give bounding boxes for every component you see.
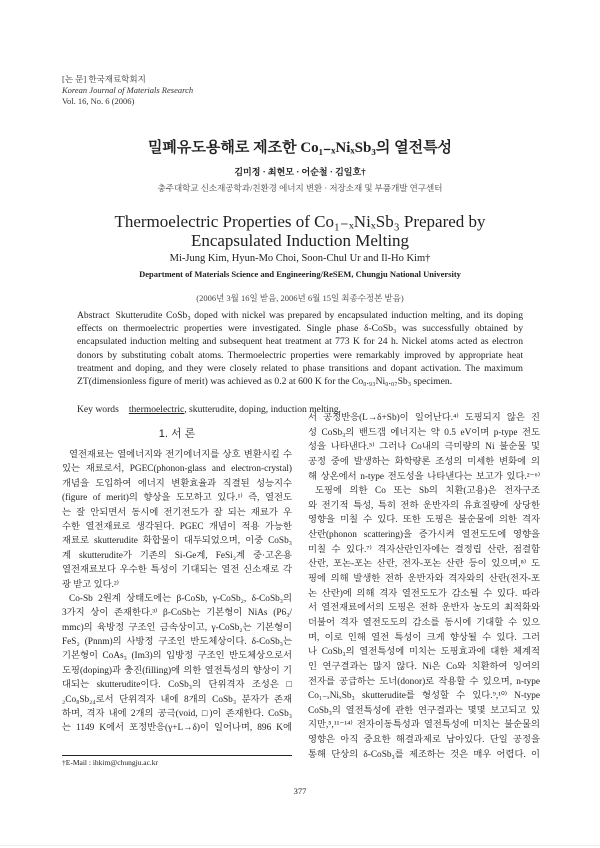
text-line: 며, 이로 인해 열전 특성이 크게 향상될 수 있다. 그러: [308, 632, 540, 643]
text-line: 열전재료보다 우수한 특성이 기대되는 열전 신소재로 각: [62, 565, 292, 576]
text-line: 는 1149 K에서 포정반응(γ+L→δ)이 일어나며, 896 K에: [62, 723, 292, 734]
text-line: 3가지 상이 존재한다.³⁾ β-CoSb는 기본형이 NiAs (P6₃/: [62, 608, 292, 619]
abstract: [77, 309, 523, 388]
text-line: 서 열전재료에서의 도핑은 전하 운반자 농도의 최적화와: [308, 603, 540, 614]
abstract-label: Abstract: [77, 310, 110, 321]
text-line: 산란(phonon scattering)을 증가시켜 열전도도에 영향을: [308, 530, 540, 541]
text-line: 영향을 미칠 수 있다. 또한 도핑은 불순물에 의한 격자: [308, 515, 540, 526]
journal-name: Korean Journal of Materials Research: [62, 85, 194, 95]
text-line: CoSb₃의 열전특성에 관한 연구결과는 몇몇 보고되고 있: [308, 705, 540, 716]
text-line: 산란, 포논-포논 산란, 전자-포논 산란 등이 있으며,⁸⁾ 도: [308, 559, 540, 570]
text-line: 공정 중에 발생하는 화학량론 조성의 미세한 변화에 의: [308, 456, 540, 467]
text-line: 열전재료는 열에너지와 전기에너지를 상호 변환시킬 수: [69, 450, 292, 460]
keyword-link[interactable]: thermoelectric: [128, 404, 185, 415]
text-line: FeS₂ (Pnnm)의 사방정 구조인 반도체상이다. δ-CoSb₃는: [62, 637, 292, 648]
text-line: 재료로 skutterudite 화합물이 대두되었으며, 이중 CoSb₃: [62, 536, 292, 547]
keywords-rest: , skutterudite, doping, induction melting.: [184, 404, 341, 415]
text-line: 서 공정반응(L→δ+Sb)이 일어난다.⁴⁾ 도핑되지 않은 진: [308, 413, 540, 423]
text-line: 전자를 공급하는 도너(donor)로 작용할 수 있으며, n-type: [308, 676, 540, 687]
text-line: (figure of merit)의 향상을 도모하고 있다.¹⁾ 즉, 열전도: [62, 493, 292, 504]
text-line: 통해 단상의 δ-CoSb₃를 제조하는 것은 매우 어렵다. 이: [308, 749, 540, 760]
authors-english-visible: Mi-Jung Kim, Hyun-Mo Choi, Soon-Chul Ur and Il-Ho Kim†: [169, 253, 431, 264]
affiliation-korean: 충주대학교 신소재공학과/친환경 에너지 변환 · 저장소재 및 부품개발 연구센터: [157, 183, 443, 193]
text-line: 성을 나타낸다.⁵⁾ 그러나 Co내의 극미량의 Ni 불순물 및: [308, 442, 540, 453]
title-english-line2: Encapsulated Induction Melting: [190, 231, 410, 250]
text-line: 기본형이 CoAs₃ (Im3)의 입방정 구조인 반도체상으로서: [62, 651, 292, 662]
text-line: 지만,⁵,¹¹⁻¹⁴⁾ 전자이동특성과 열전특성에 미치는 불순물의: [308, 720, 540, 731]
left-column: [62, 448, 292, 736]
footnote-divider: [62, 755, 292, 756]
text-line: 미칠 수 있다.⁷⁾ 격자산란인자에는 결정립 산란, 점결함: [308, 544, 540, 555]
text-line: 나 CoSb₃의 열전특성에 미치는 도핑효과에 대한 체계적: [308, 647, 540, 658]
journal-label: [논 문] 한국재료학회지: [62, 74, 146, 84]
text-line: 해 상온에서 n-type 전도성을 나타낸다는 보고가 있다.²⁻⁶⁾: [308, 471, 540, 482]
title-korean: 밀폐유도용해로 제조한 Co₁₋ₓNiₓSb₃의 열전특성: [147, 140, 453, 156]
text-line: ₂Co₈Sb₂₄로서 단위격자 내에 8개의 CoSb₃ 분자가 존재: [62, 694, 292, 705]
abstract-text: Skutterudite CoSb₃ doped with nickel was prepared by encapsulated induction melting, and its doping effects on thermoelectric properties were investigated. Single phase δ-CoSb₃ was successfully obtained by encapsulated induction melting and subsequent heat treatment at 773 K for 24 h. Nickel atoms acted as electron donors by substituting cobalt atoms. Thermoelectric properties were remarkably improved by appropriate heat treatment and doping, and they were closely related to phase transitions and dopant activation. The maximum ZT(dimensionless figure of merit) was achieved as 0.2 at 600 K for the Co₀.₉₃Ni₀.₀₇Sb₃ specimen.: [77, 310, 523, 388]
authors-korean: 김미정 · 최현모 · 어순철 · 김일호†: [234, 167, 366, 177]
section-heading: 1. 서 론: [158, 428, 196, 440]
department-english: Department of Materials Science and Engineering/ReSEM, Chungju National University: [139, 269, 461, 279]
text-line: 수한 열전재료로 생각된다. PGEC 개념이 적용 가능한: [62, 521, 292, 532]
text-line: 하며, 격자 내에 2개의 공극(void, □)이 존재한다. CoSb₃: [62, 709, 292, 720]
footnote-email: †E-Mail : ihkim@chungju.ac.kr: [62, 758, 159, 767]
text-line: 있는 재료로서, PGEC(phonon-glass and electron-crystal): [62, 464, 292, 475]
title-english-line1: Thermoelectric Properties of Co₁₋ₓNiₓSb₃ Prepared by: [114, 212, 486, 231]
text-line: 는 잘 안되면서 동시에 전기전도가 잘 되는 재료가 우: [62, 507, 292, 518]
text-line: 광 받고 있다.²⁾: [62, 579, 119, 590]
text-line: 성 CoSb₃의 밴드갭 에너지는 약 0.5 eV이며 p-type 전도: [308, 427, 540, 438]
keywords: [77, 404, 341, 415]
text-line: 개념을 도입하여 에너지 변환효율과 직결된 성능지수: [62, 478, 292, 489]
text-line: 더불어 격자 열전도도의 감소를 동시에 기대할 수 있으: [308, 617, 540, 628]
text-line: 영향은 아직 중요한 해결과제로 남아있다. 단일 공정을: [308, 735, 540, 746]
text-line: 도핑(doping)과 충진(filling)에 의한 열전특성의 향상이 기: [62, 665, 292, 676]
page-edge: [0, 845, 600, 846]
journal-volume: Vol. 16, No. 6 (2006): [62, 96, 135, 106]
received-dates: (2006년 3월 16일 받음, 2006년 6월 15일 최종수정본 받음): [196, 293, 404, 303]
text-line: 도핑에 의한 Co 또는 Sb의 치환(고용)은 전자구조: [315, 486, 540, 497]
right-column: [308, 411, 540, 762]
text-line: 논 산란)에 의해 격자 열전도도가 감소될 수 있다. 따라: [308, 588, 540, 599]
page-number: 377: [293, 786, 307, 796]
text-line: 인 연구결과는 많지 않다. Ni은 Co와 치환하여 잉여의: [308, 661, 540, 672]
text-line: Co₁₋ₓNiₓSb₃ skutterudite를 형성할 수 있다.⁹,¹⁰⁾ N-type: [308, 691, 540, 702]
text-line: 핑에 의해 발생한 전하 운반자와 격자와의 산란(전자-포: [308, 574, 540, 585]
text-line: 계 skutterudite가 기존의 Si-Ge계, FeSi₂계 중·고온용: [62, 550, 292, 561]
text-line: 와 전기적 특성, 특히 전하 운반자의 유효질량에 상당한: [308, 500, 540, 511]
text-line: 대되는 skutterudite이다. CoSb₃의 단위격자 조성은 □: [62, 680, 292, 691]
text-line: Co-Sb 2원계 상태도에는 β-CoSb, γ-CoSb₂, δ-CoSb₃의: [69, 593, 292, 604]
text-line: mmc)의 육방정 구조인 금속상이고, γ-CoSb₂는 기본형이: [62, 622, 292, 633]
keywords-label: Key words: [77, 404, 119, 415]
